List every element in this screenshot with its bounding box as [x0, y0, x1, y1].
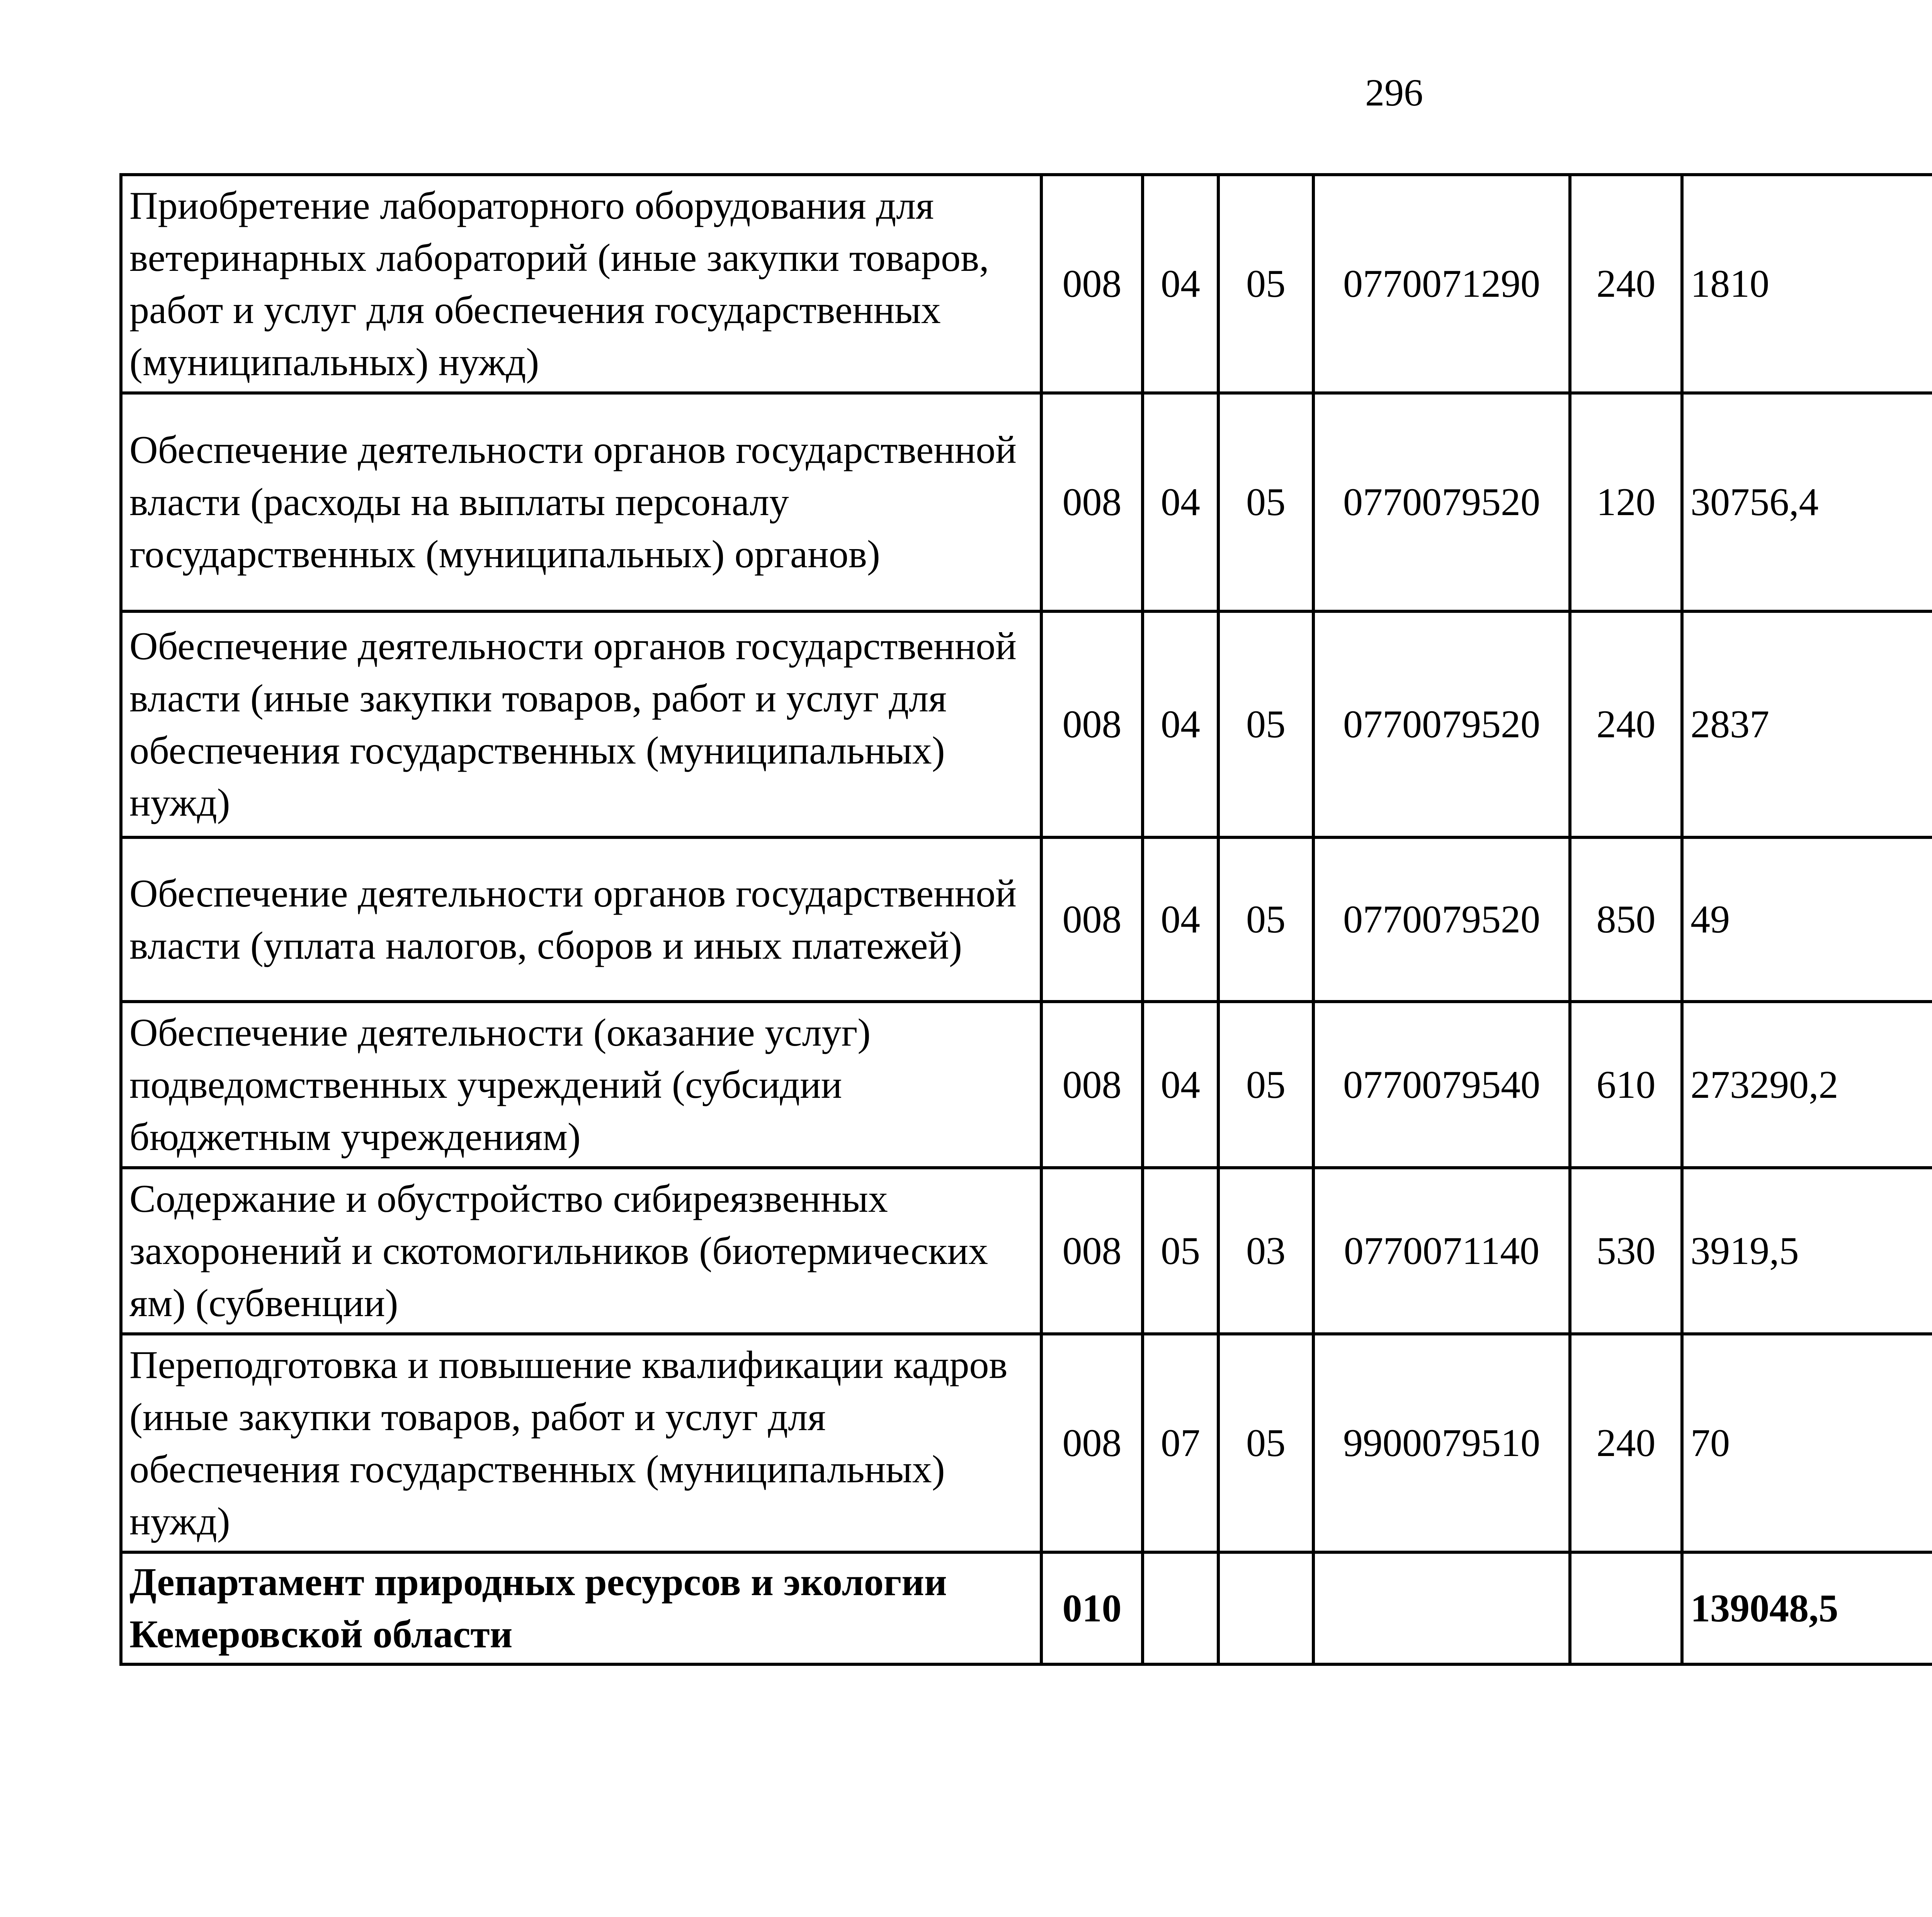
- table-row: [121, 1334, 1932, 1552]
- subsection-code: 05: [1218, 1002, 1313, 1168]
- row-name: Обеспечение деятельности органов государственной власти (уплата налогов, сборов и иных платежей): [121, 837, 1041, 1002]
- row-name: Содержание и обустройство сибиреязвенных захоронений и скотомогильников (биотермических ям) (субвенции): [121, 1168, 1041, 1334]
- subsection-code: 05: [1218, 175, 1313, 393]
- expense-type-code: 240: [1570, 1334, 1682, 1552]
- target-article-code: 0770079520: [1313, 393, 1570, 611]
- expense-type-code: 850: [1570, 837, 1682, 1002]
- section-code: 04: [1143, 837, 1218, 1002]
- section-code: 04: [1143, 175, 1218, 393]
- grbs-code: 008: [1041, 611, 1143, 837]
- subsection-code: 03: [1218, 1168, 1313, 1334]
- grbs-code: 010: [1041, 1552, 1143, 1664]
- page-number: 296: [1365, 71, 1423, 114]
- section-code: 07: [1143, 1334, 1218, 1552]
- grbs-code: 008: [1041, 837, 1143, 1002]
- amount-year-1: 2837: [1682, 611, 1932, 837]
- table-row: [121, 837, 1932, 1002]
- target-article-code: 0770071290: [1313, 175, 1570, 393]
- expense-type-code: [1570, 1552, 1682, 1664]
- table-row: [121, 1168, 1932, 1334]
- expense-type-code: 240: [1570, 175, 1682, 393]
- amount-year-1: 139048,5: [1682, 1552, 1932, 1664]
- amount-year-1: 30756,4: [1682, 393, 1932, 611]
- table-row: [121, 393, 1932, 611]
- subsection-code: 05: [1218, 837, 1313, 1002]
- table-row: [121, 175, 1932, 393]
- subsection-code: 05: [1218, 611, 1313, 837]
- grbs-code: 008: [1041, 1334, 1143, 1552]
- amount-year-1: 3919,5: [1682, 1168, 1932, 1334]
- row-name: Обеспечение деятельности органов государственной власти (иные закупки товаров, работ и услуг для обеспечения государственных (муниципальных) нужд): [121, 611, 1041, 837]
- subsection-code: 05: [1218, 393, 1313, 611]
- expense-type-code: 610: [1570, 1002, 1682, 1168]
- row-name: Обеспечение деятельности (оказание услуг) подведомственных учреждений (субсидии бюджетным учреждениям): [121, 1002, 1041, 1168]
- target-article-code: 0770079520: [1313, 837, 1570, 1002]
- row-name: Приобретение лабораторного оборудования для ветеринарных лабораторий (иные закупки товаров, работ и услуг для обеспечения государственных (муниципальных) нужд): [121, 175, 1041, 393]
- amount-year-1: 273290,2: [1682, 1002, 1932, 1168]
- target-article-code: 0770079540: [1313, 1002, 1570, 1168]
- table-row: [121, 611, 1932, 837]
- grbs-code: 008: [1041, 1002, 1143, 1168]
- row-name: Переподготовка и повышение квалификации кадров (иные закупки товаров, работ и услуг для обеспечения государственных (муниципальных) нужд): [121, 1334, 1041, 1552]
- expense-type-code: 240: [1570, 611, 1682, 837]
- section-code: 04: [1143, 1002, 1218, 1168]
- target-article-code: [1313, 1552, 1570, 1664]
- target-article-code: 9900079510: [1313, 1334, 1570, 1552]
- section-code: 05: [1143, 1168, 1218, 1334]
- row-name: Департамент природных ресурсов и экологии Кемеровской области: [121, 1552, 1041, 1664]
- subsection-code: 05: [1218, 1334, 1313, 1552]
- target-article-code: 0770079520: [1313, 611, 1570, 837]
- amount-year-1: 1810: [1682, 175, 1932, 393]
- table-row: [121, 1002, 1932, 1168]
- row-name: Обеспечение деятельности органов государственной власти (расходы на выплаты персоналу государственных (муниципальных) органов): [121, 393, 1041, 611]
- section-code: 04: [1143, 611, 1218, 837]
- expense-type-code: 120: [1570, 393, 1682, 611]
- target-article-code: 0770071140: [1313, 1168, 1570, 1334]
- amount-year-1: 49: [1682, 837, 1932, 1002]
- grbs-code: 008: [1041, 393, 1143, 611]
- table-row-total: [121, 1552, 1932, 1664]
- section-code: 04: [1143, 393, 1218, 611]
- section-code: [1143, 1552, 1218, 1664]
- expense-type-code: 530: [1570, 1168, 1682, 1334]
- grbs-code: 008: [1041, 175, 1143, 393]
- amount-year-1: 70: [1682, 1334, 1932, 1552]
- subsection-code: [1218, 1552, 1313, 1664]
- budget-table: [119, 173, 1932, 1666]
- grbs-code: 008: [1041, 1168, 1143, 1334]
